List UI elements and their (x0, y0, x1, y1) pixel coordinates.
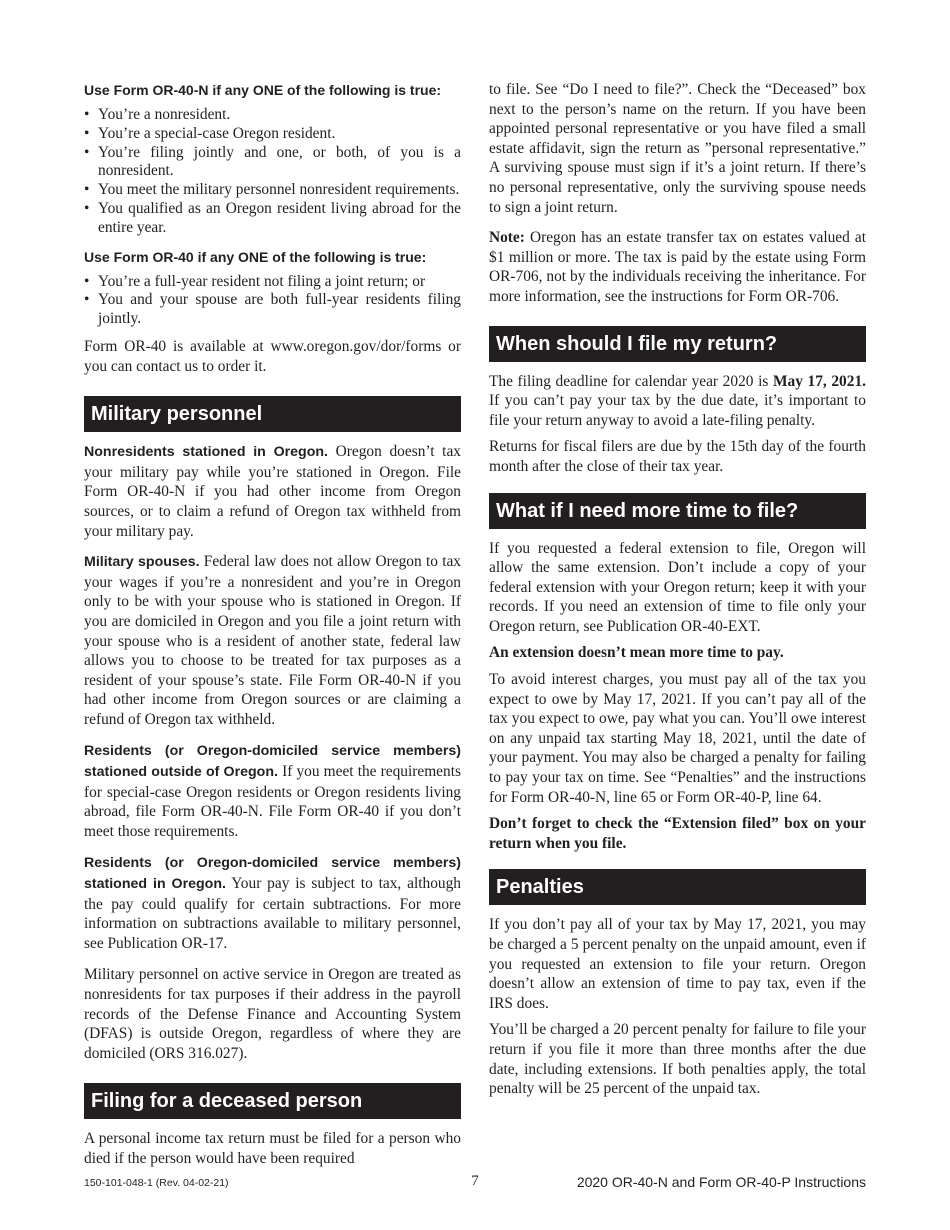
paragraph-lead: Nonresidents stationed in Oregon. (84, 444, 328, 461)
paragraph-text: Federal law does not allow Oregon to tax your wages if you’re a nonresident and you’re in Oregon only to be with your spouse who is stationed in Oregon. If you are domiciled in Oregon and you file a joint return with your spouse who is a resident of another state, federal law allows you to choose to be treated for tax purposes as a resident of your spouse’s state. File Form OR-40-N if you had other income from Oregon sources or are claiming a refund of Oregon tax withheld. (84, 553, 461, 728)
late-payment-penalty-paragraph: If you don’t pay all of your tax by May 17, 2021, you may be charged a 5 percent penalty on the unpaid amount, even if you requested an extension to file your return. Oregon doesn’t allow an extension of time to pay tax, even if the IRS does. (489, 916, 866, 1012)
deceased-paragraph-start: A personal income tax return must be filed for a person who died if the person would have been required (84, 1130, 461, 1167)
paragraph-text: The filing deadline for calendar year 2020 is (489, 372, 773, 390)
right-column (489, 78, 866, 1099)
paragraph-text: Your pay is subject to tax, although the pay could qualify for certain subtractions. For more information on subtractions available to military personnel, see Publication OR-17. (84, 875, 461, 952)
list-item: • You’re a nonresident. (84, 106, 461, 125)
residents-outside-oregon-paragraph (84, 741, 461, 841)
paragraph-text: If you meet the requirements for special-case Oregon residents or Oregon residents living abroad, file Form OR-40-N. File Form OR-40 if you don’t meet those requirements. (84, 763, 461, 840)
form-revision-number: 150-101-048-1 (Rev. 04-02-21) (84, 1177, 229, 1189)
extension-reminder: Don’t forget to check the “Extension filed” box on your return when you file. (489, 815, 866, 852)
deceased-paragraph-continued: to file. See “Do I need to file?”. Check the “Deceased” box next to the person’s name on the return. If you have been appointed personal representative or you have filed a small estate affidavit, sign the return as ”personal representative.” A surviving spouse must sign if it’s a joint return. If there’s no personal representative, only the surviving spouse needs to sign a joint return. (489, 81, 866, 216)
form-availability-text: Form OR-40 is available at www.oregon.gov/dor/forms or you can contact us to order it. (84, 337, 461, 375)
paragraph-lead: Residents (or Oregon-domiciled service members) stationed outside of Oregon. (84, 743, 461, 781)
list-item: • You’re a full-year resident not filing a joint return; or (84, 273, 461, 292)
section-title-penalties: Penalties (489, 869, 866, 905)
left-column (84, 78, 461, 1169)
paragraph-lead: Military spouses. (84, 554, 200, 571)
interest-charges-paragraph: To avoid interest charges, you must pay all of the tax you expect to owe by May 17, 2021. If you can’t pay all of the tax you expect to owe, pay what you can. You’ll owe interest on any unpaid tax starting May 18, 2021, until the date of your payment. You may also be charged a penalty for failing to pay your tax on time. See “Penalties” and the instructions for Form OR-40-N, line 65 or Form OR-40-P, line 64. (489, 671, 866, 806)
residents-in-oregon-paragraph (84, 853, 461, 953)
paragraph-text: If you can’t pay your tax by the due date, it’s important to file your return anyway to avoid a late-filing penalty. (489, 392, 866, 429)
note-label: Note: (489, 229, 525, 247)
military-nonresidents-paragraph (84, 442, 461, 541)
resident-form-heading: Use Form OR-40 if any ONE of the following is true: (84, 248, 427, 265)
filing-deadline-paragraph (489, 372, 866, 431)
fiscal-filers-paragraph: Returns for fiscal filers are due by the 15th day of the fourth month after the close of their tax year. (489, 438, 866, 475)
section-title-more-time: What if I need more time to file? (489, 493, 866, 529)
federal-extension-paragraph: If you requested a federal extension to file, Oregon will allow the same extension. Don’t include a copy of your federal extension with your Oregon return; keep it with your records. If you need an extension of time to file only your Oregon return, see Publication OR-40-EXT. (489, 539, 866, 635)
deadline-date: May 17, 2021. (772, 372, 866, 390)
page-number: 7 (471, 1173, 479, 1189)
page-footer (84, 1173, 866, 1193)
list-item: • You meet the military personnel nonresident requirements. (84, 181, 461, 200)
nonresident-criteria-list (84, 106, 461, 238)
estate-tax-note (489, 228, 866, 306)
list-item: • You and your spouse are both full-year residents filing jointly. (84, 291, 461, 329)
section-title-military: Military personnel (84, 396, 461, 432)
extension-subheading: An extension doesn’t mean more time to pay. (489, 644, 784, 662)
paragraph-lead: Residents (or Oregon-domiciled service members) stationed in Oregon. (84, 855, 461, 893)
paragraph-text: Oregon doesn’t tax your military pay while you’re stationed in Oregon. File Form OR-40-N if you had other income from Oregon sources, or to claim a refund of Oregon tax withheld from your military pay. (84, 443, 461, 540)
section-title-when-to-file: When should I file my return? (489, 326, 866, 362)
document-title: 2020 OR-40-N and Form OR-40-P Instructions (576, 1174, 866, 1190)
list-item: • You qualified as an Oregon resident living abroad for the entire year. (84, 200, 461, 238)
military-spouses-paragraph (84, 552, 461, 729)
note-text: Oregon has an estate transfer tax on estates valued at $1 million or more. The tax is paid by the estate using Form OR-706, not by the individuals receiving the inheritance. For more information, see the instructions for Form OR-706. (489, 229, 866, 305)
list-item: • You’re a special-case Oregon resident. (84, 125, 461, 144)
nonresident-form-heading: Use Form OR-40-N if any ONE of the following is true: (84, 82, 442, 98)
resident-criteria-list (84, 273, 461, 329)
list-item: • You’re filing jointly and one, or both, of you is a nonresident. (84, 144, 461, 182)
section-title-deceased: Filing for a deceased person (84, 1083, 461, 1119)
late-filing-penalty-paragraph: You’ll be charged a 20 percent penalty for failure to file your return if you file it more than three months after the due date, including extensions. If both penalties apply, the total penalty will be 25 percent of the unpaid tax. (489, 1021, 866, 1098)
military-active-service-paragraph: Military personnel on active service in Oregon are treated as nonresidents for tax purposes if their address in the payroll records of the Defense Finance and Accounting System (DFAS) is outside Oregon, regardless of where they are domiciled (ORS 316.027). (84, 966, 461, 1062)
